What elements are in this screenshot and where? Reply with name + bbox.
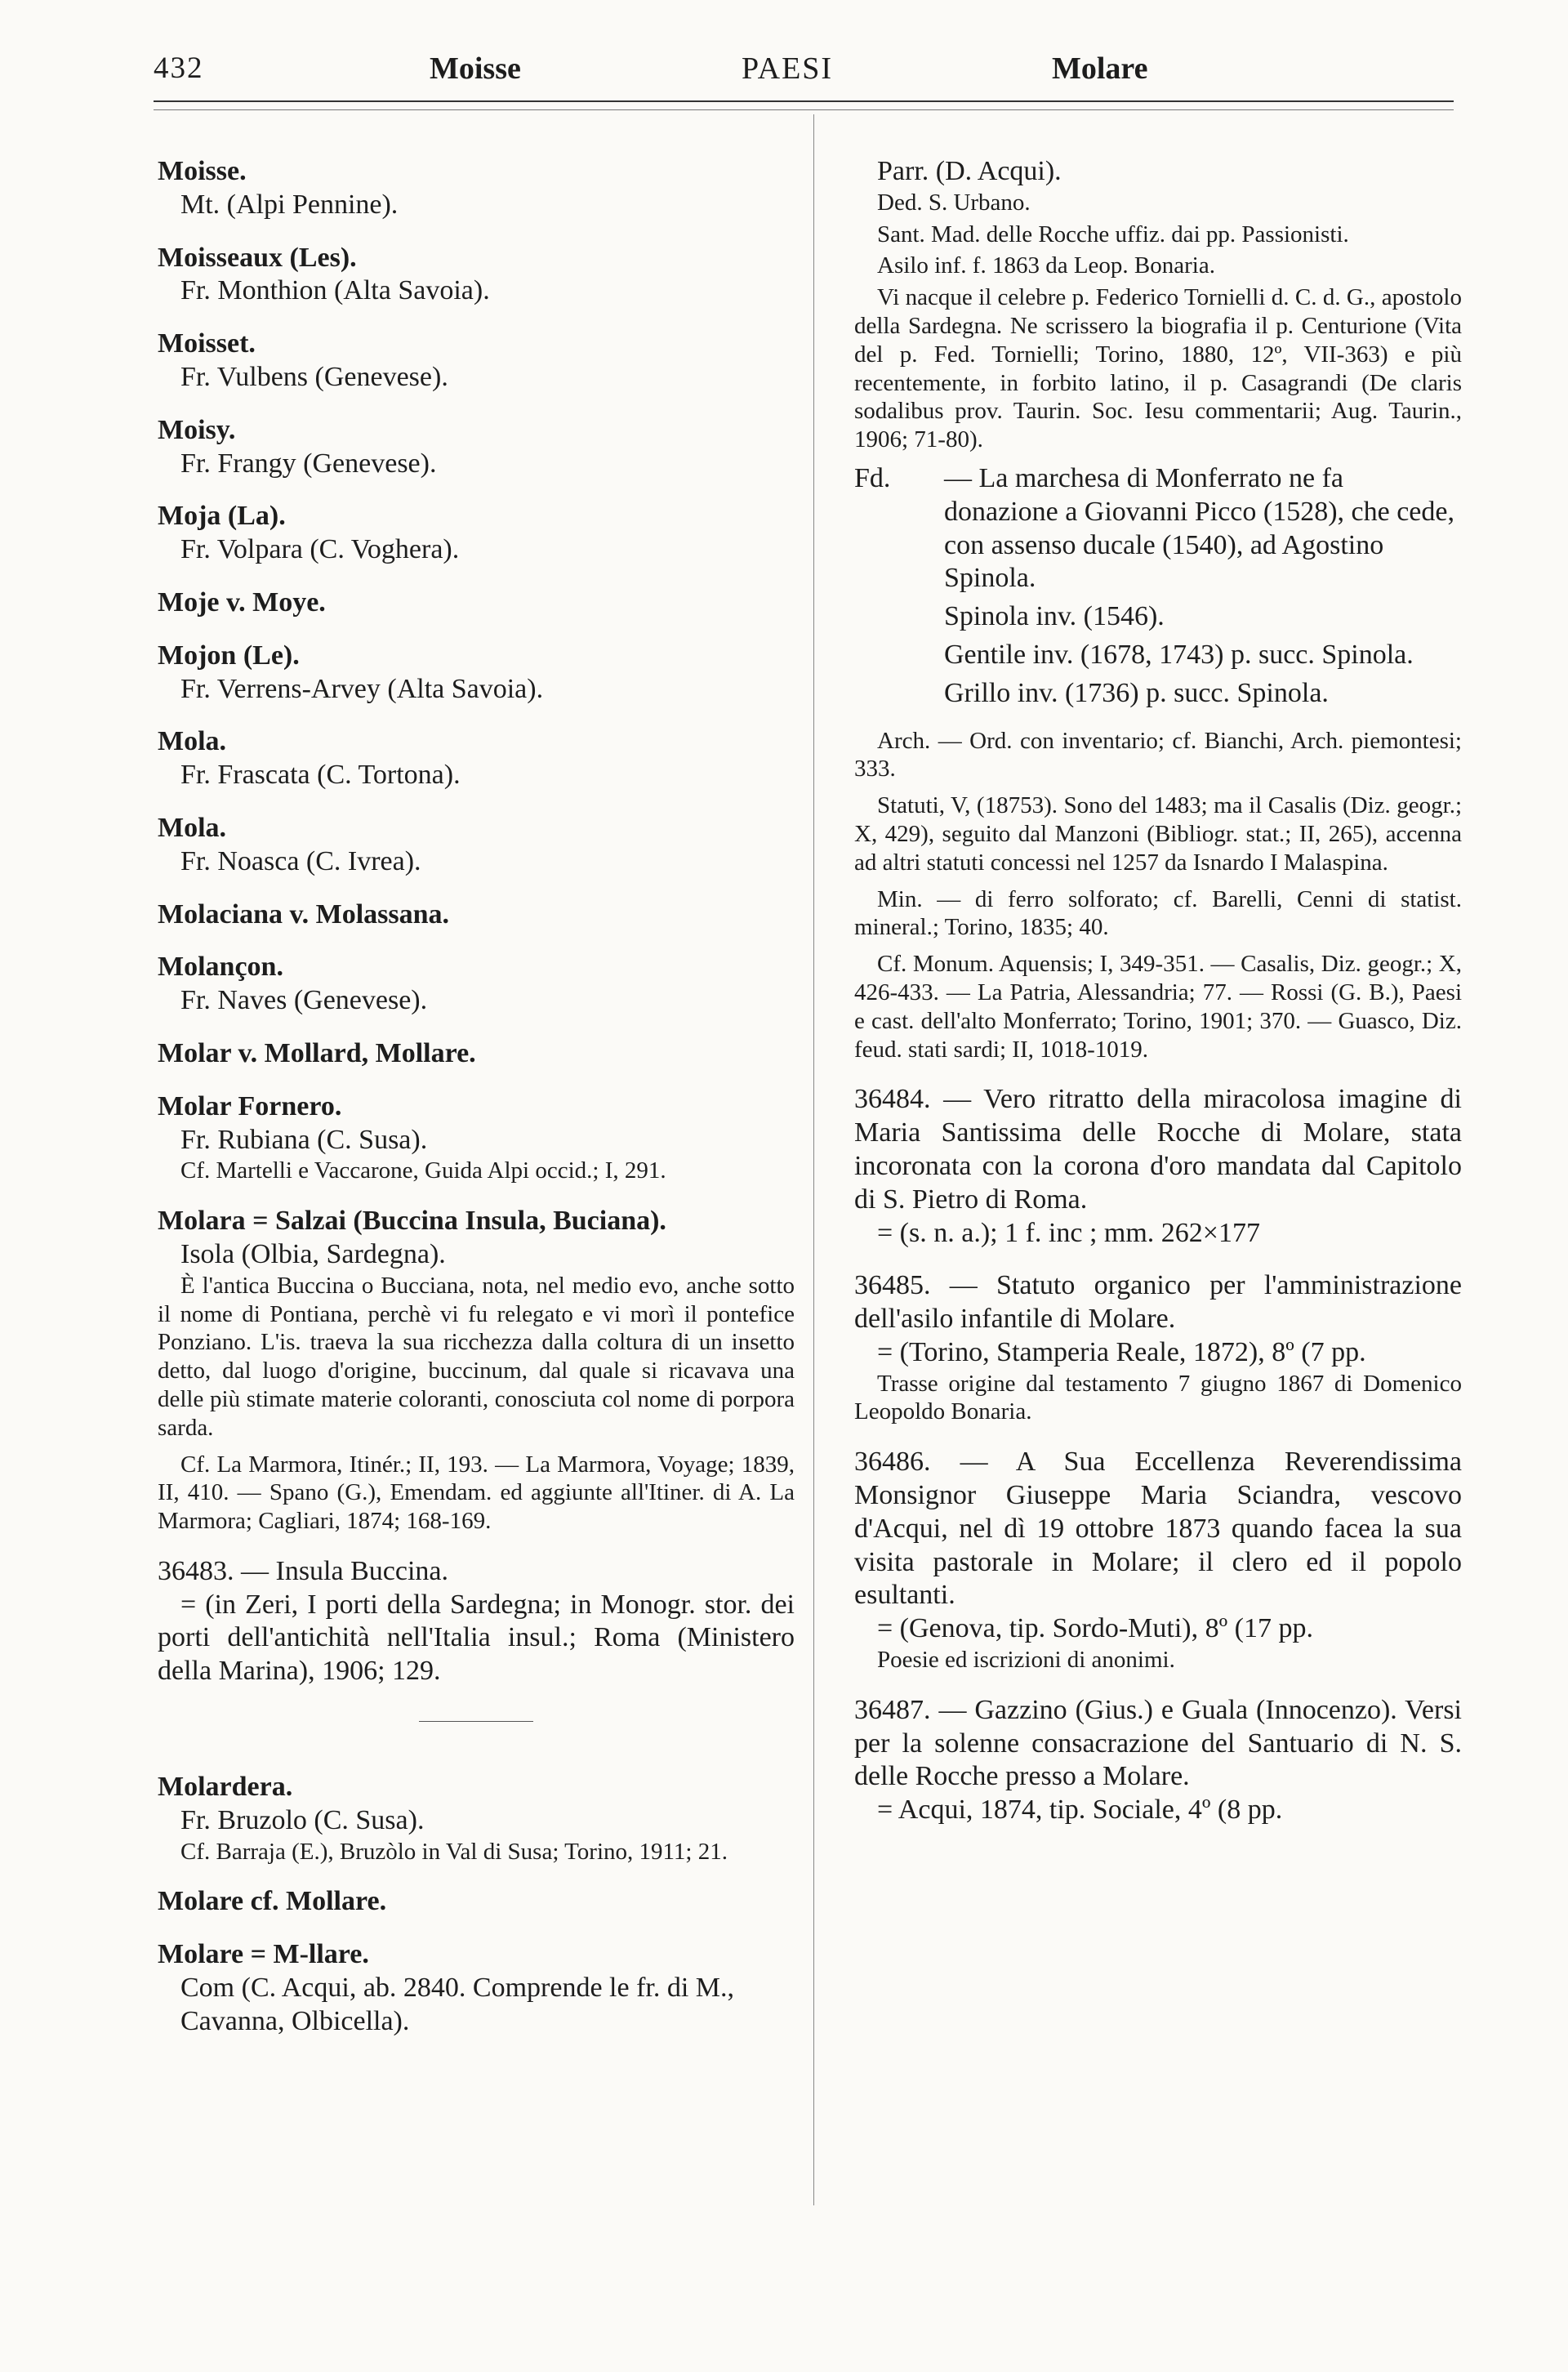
feud-line: — La marchesa di Monferrato ne fa donazione a Giovanni Picco (1528), che cede, con assenso ducale (1540), ad Agostino Spinola. (944, 462, 1454, 594)
entry-moisset (158, 328, 795, 395)
entry-line: Fr. Rubiana (C. Susa). (180, 1124, 428, 1155)
headword: Moisseaux (Les). (158, 242, 357, 273)
item-36484 (854, 1083, 1462, 1250)
entry-molaciana (158, 898, 795, 932)
entry-line: Fr. Volpara (C. Voghera). (180, 534, 460, 565)
column-divider (813, 114, 814, 2205)
entry-mojon (158, 640, 795, 707)
entry-line: Fr. Naves (Genevese). (180, 985, 428, 1016)
headword: Moje v. Moye. (158, 586, 326, 618)
headword: Moisset. (158, 328, 256, 359)
page-number: 432 (154, 51, 204, 85)
entry-molardera (158, 1771, 795, 1866)
entry-text: Statuti, V, (18753). Sono del 1483; ma il Casalis (Diz. geogr.; X, 429), seguito dal Manzoni (Bibliogr. stat.; II, 265), accenna ad altri statuti concessi nel 1257 da Isnardo I Malaspina. (854, 792, 1462, 876)
headword: Mola. (158, 726, 227, 757)
entry-moje (158, 586, 795, 620)
entry-line: Mt. (Alpi Pennine). (180, 189, 399, 220)
headword: Molançon. (158, 952, 283, 983)
entry-line: Min. — di ferro solforato; cf. Barelli, Cenni di statist. mineral.; Torino, 1835; 40. (854, 885, 1462, 941)
entry-molare-cf (158, 1885, 795, 1919)
citation: Cf. Barraja (E.), Bruzòlo in Val di Susa; Torino, 1911; 21. (180, 1838, 728, 1865)
entry-line: Ded. S. Urbano. (877, 189, 1031, 216)
separator-rule (419, 1721, 533, 1722)
headword: Molardera. (158, 1772, 293, 1803)
citation: Cf. La Marmora, Itinér.; II, 193. — La Marmora, Voyage; 1839, II, 410. — Spano (G.), Emendam. ed aggiunte all'Itiner. di A. La Marmora; Cagliari, 1874; 168-169. (158, 1451, 795, 1535)
right-column (854, 155, 1462, 1847)
headword: Molara = Salzai (Buccina Insula, Buciana). (158, 1206, 666, 1237)
feud-line: Spinola inv. (1546). (944, 601, 1165, 632)
item-imprint: = (Genova, tip. Sordo-Muti), 8º (17 pp. (877, 1613, 1313, 1644)
entry-molar (158, 1037, 795, 1071)
headword: Molar v. Mollard, Mollare. (158, 1037, 476, 1068)
item-36483 (158, 1555, 795, 1688)
entry-line: Com (C. Acqui, ab. 2840. Comprende le fr. di M., Cavanna, Olbicella). (180, 1973, 735, 2036)
headword: Mojon (Le). (158, 640, 300, 671)
headword: Moisy. (158, 414, 236, 445)
headword: Moisse. (158, 156, 247, 186)
entry-line: Isola (Olbia, Sardegna). (180, 1238, 446, 1269)
entry-molancon (158, 951, 795, 1018)
entry-mola (158, 725, 795, 792)
item-36485 (854, 1269, 1462, 1426)
left-column (158, 155, 795, 2058)
entry-text: È l'antica Buccina o Bucciana, nota, nel medio evo, anche sotto il nome di Pontiana, perchè vi fu relegato e vi morì il pontefice Ponziano. L'is. traeva la sua ricchezza dalla coltura di un insetto detto, dal luogo d'origine, buccinum, dal quale si ricavava una delle più stimate materie coloranti, conosciuta col nome di porpora sarda. (158, 1272, 795, 1441)
entry-line: Sant. Mad. delle Rocche uffiz. dai pp. Passionisti. (877, 221, 1349, 247)
entry-moisseaux (158, 242, 795, 309)
citation: Cf. Monum. Aquensis; I, 349-351. — Casalis, Diz. geogr.; X, 426-433. — La Patria, Alessandria; 77. — Rossi (G. B.), Paesi e cast. dell'alto Monferrato; Torino, 1901; 370. — Guasco, Diz. feud. stati sardi; II, 1018-1019. (854, 951, 1462, 1063)
item-imprint: = Acqui, 1874, tip. Sociale, 4º (8 pp. (877, 1795, 1283, 1826)
entry-line: Fr. Verrens-Arvey (Alta Savoia). (180, 673, 544, 704)
entry-line: Fr. Frangy (Genevese). (180, 448, 437, 479)
entry-molare (158, 1938, 795, 2038)
entry-line: Asilo inf. f. 1863 da Leop. Bonaria. (877, 252, 1215, 279)
citation: Cf. Martelli e Vaccarone, Guida Alpi occid.; I, 291. (180, 1157, 666, 1184)
entry-line: Parr. (D. Acqui). (877, 156, 1062, 186)
entry-moja (158, 500, 795, 567)
entry-line: Arch. — Ord. con inventario; cf. Bianchi, Arch. piemontesi; 333. (854, 727, 1462, 782)
header-rule (154, 100, 1454, 102)
item-imprint: = (s. n. a.); 1 f. inc ; mm. 262×177 (877, 1217, 1260, 1248)
entry-line: Fr. Frascata (C. Tortona). (180, 760, 461, 791)
feud-line: Gentile inv. (1678, 1743) p. succ. Spinola. (944, 639, 1414, 670)
entry-line: Fr. Bruzolo (C. Susa). (180, 1804, 425, 1835)
feud-label: Fd. (854, 462, 891, 493)
item-36486 (854, 1446, 1462, 1674)
item-note: Poesie ed iscrizioni di anonimi. (877, 1647, 1175, 1674)
entry-line: Fr. Monthion (Alta Savoia). (180, 275, 490, 306)
feud-block (854, 462, 1462, 716)
entry-molara (158, 1205, 795, 1536)
headword: Molaciana v. Molassana. (158, 898, 450, 930)
item-imprint: = (Torino, Stamperia Reale, 1872), 8º (7 pp. (877, 1336, 1366, 1367)
headword: Molare cf. Mollare. (158, 1886, 387, 1917)
running-head-left: Moisse (430, 51, 521, 86)
item-title: 36486. — A Sua Eccellenza Reverendissima Monsignor Giuseppe Maria Sciandra, vescovo d'Acqui, nel dì 19 ottobre 1873 quando facea la sua visita pastorale in Molare; il clero ed il popolo esultanti. (854, 1447, 1462, 1611)
headword: Mola. (158, 812, 227, 843)
entry-line: Fr. Noasca (C. Ivrea). (180, 845, 421, 876)
running-head-center: PAESI (742, 51, 834, 86)
item-36487 (854, 1694, 1462, 1827)
feud-body (944, 462, 1462, 716)
headword: Molar Fornero. (158, 1090, 342, 1121)
item-title: 36487. — Gazzino (Gius.) e Guala (Innocenzo). Versi per la solenne consacrazione del Santuario di N. S. delle Rocche presso a Molare. (854, 1694, 1462, 1792)
item-note: Trasse origine dal testamento 7 giugno 1867 di Domenico Leopoldo Bonaria. (854, 1370, 1462, 1425)
header-rule-thin (154, 109, 1454, 110)
item-title: 36485. — Statuto organico per l'amministrazione dell'asilo infantile di Molare. (854, 1270, 1462, 1335)
entry-mola (158, 812, 795, 879)
running-head-right: Molare (1052, 51, 1148, 86)
item-title: 36483. — Insula Buccina. (158, 1555, 448, 1586)
item-imprint: = (in Zeri, I porti della Sardegna; in Monogr. stor. dei porti dell'antichità nell'Italia insul.; Roma (Ministero della Marina), 1906; 129. (158, 1589, 795, 1687)
entry-text: Vi nacque il celebre p. Federico Tornielli d. C. d. G., apostolo della Sardegna. Ne scrissero la biografia il p. Centurione (Vita del p. Fed. Tornielli; Torino, 1880, 12º, VII-363) e più recentemente, in forbito latino, il p. Casagrandi (De claris sodalibus prov. Taurin. Soc. Iesu commentarii; Aug. Taurin., 1906; 71-80). (854, 284, 1462, 453)
entry-line: Fr. Vulbens (Genevese). (180, 361, 448, 392)
feud-line: Grillo inv. (1736) p. succ. Spinola. (944, 677, 1329, 708)
headword: Molare = M-llare. (158, 1939, 369, 1970)
entry-molar-fornero (158, 1090, 795, 1185)
headword: Moja (La). (158, 501, 286, 532)
item-title: 36484. — Vero ritratto della miracolosa imagine di Maria Santissima delle Rocche di Molare, stata incoronata con la corona d'oro mandata dal Capitolo di S. Pietro di Roma. (854, 1084, 1462, 1215)
running-head (154, 51, 1454, 100)
entry-moisy (158, 414, 795, 481)
entry-moisse (158, 155, 795, 222)
